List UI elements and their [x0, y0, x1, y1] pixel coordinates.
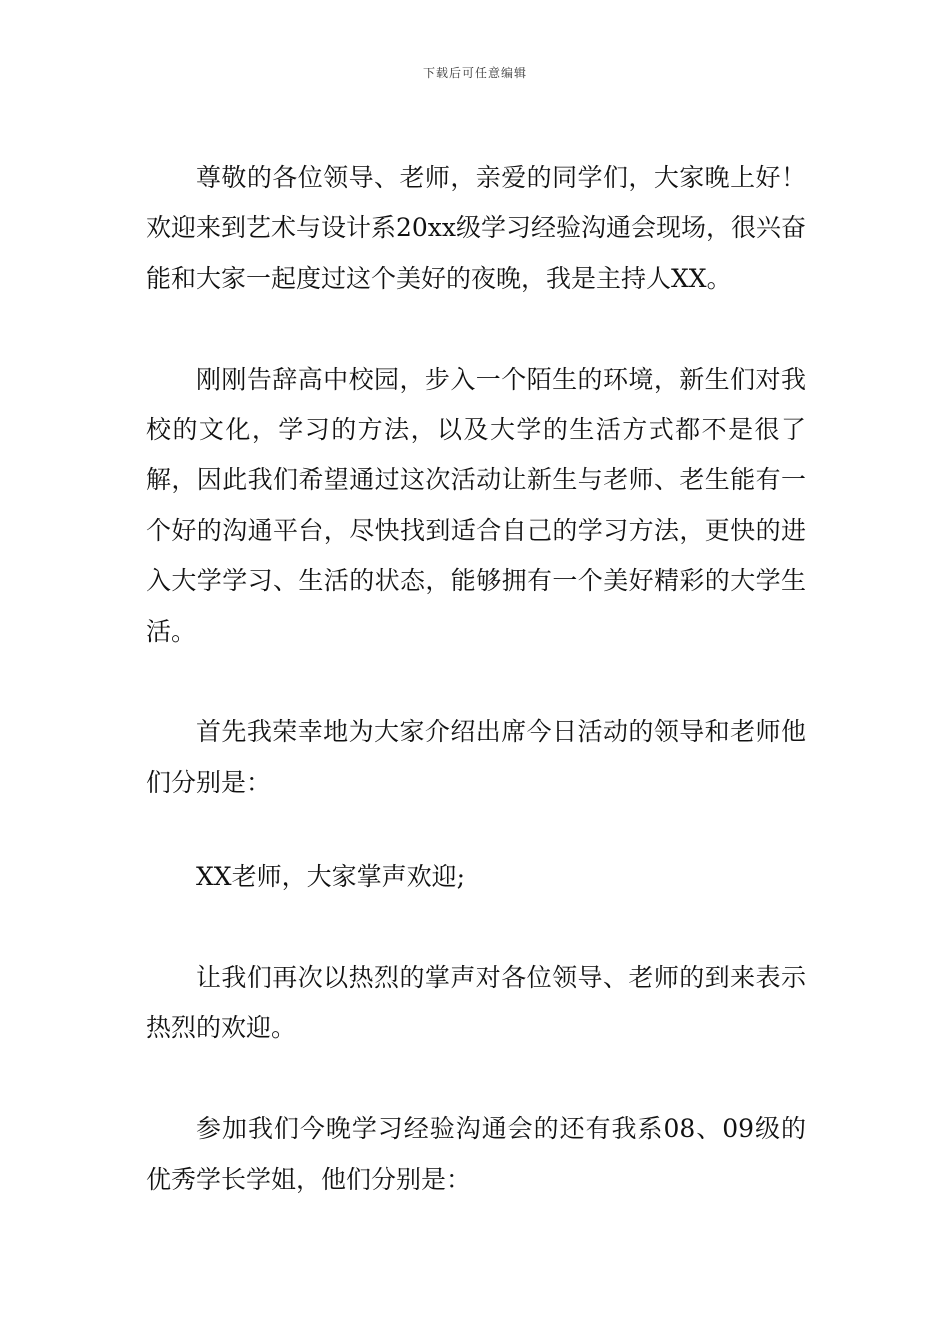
paragraph-purpose: 刚刚告辞高中校园，步入一个陌生的环境，新生们对我校的文化，学习的方法，以及大学的生活方式都不是很了解，因此我们希望通过这次活动让新生与老师、老生能有一个好的沟通平台，尽快找到适合自己的学习方法，更快的进入大学学习、生活的状态，能够拥有一个美好精彩的大学生活。	[146, 364, 806, 646]
paragraph-applause: 让我们再次以热烈的掌声对各位领导、老师的到来表示热烈的欢迎。	[146, 963, 806, 1043]
paragraph-spacer	[146, 304, 806, 354]
page-header-note: 下载后可任意编辑	[422, 66, 527, 80]
paragraph-teacher-welcome: XX老师，大家掌声欢迎;	[196, 862, 466, 892]
paragraph-spacer	[146, 808, 806, 852]
paragraph-spacer	[146, 657, 806, 707]
paragraph-greeting: 尊敬的各位领导、老师，亲爱的同学们，大家晚上好！欢迎来到艺术与设计系20xx级学习经验沟通会现场，很兴奋能和大家一起度过这个美好的夜晚，我是主持人XX。	[146, 163, 807, 293]
paragraph-spacer	[146, 903, 806, 953]
paragraph-seniors: 参加我们今晚学习经验沟通会的还有我系08、09级的优秀学长学姐，他们分别是：	[146, 1114, 806, 1194]
paragraph-introduce-guests: 首先我荣幸地为大家介绍出席今日活动的领导和老师他们分别是：	[146, 717, 806, 797]
paragraph-spacer	[146, 1054, 806, 1104]
document-body	[146, 153, 806, 1205]
